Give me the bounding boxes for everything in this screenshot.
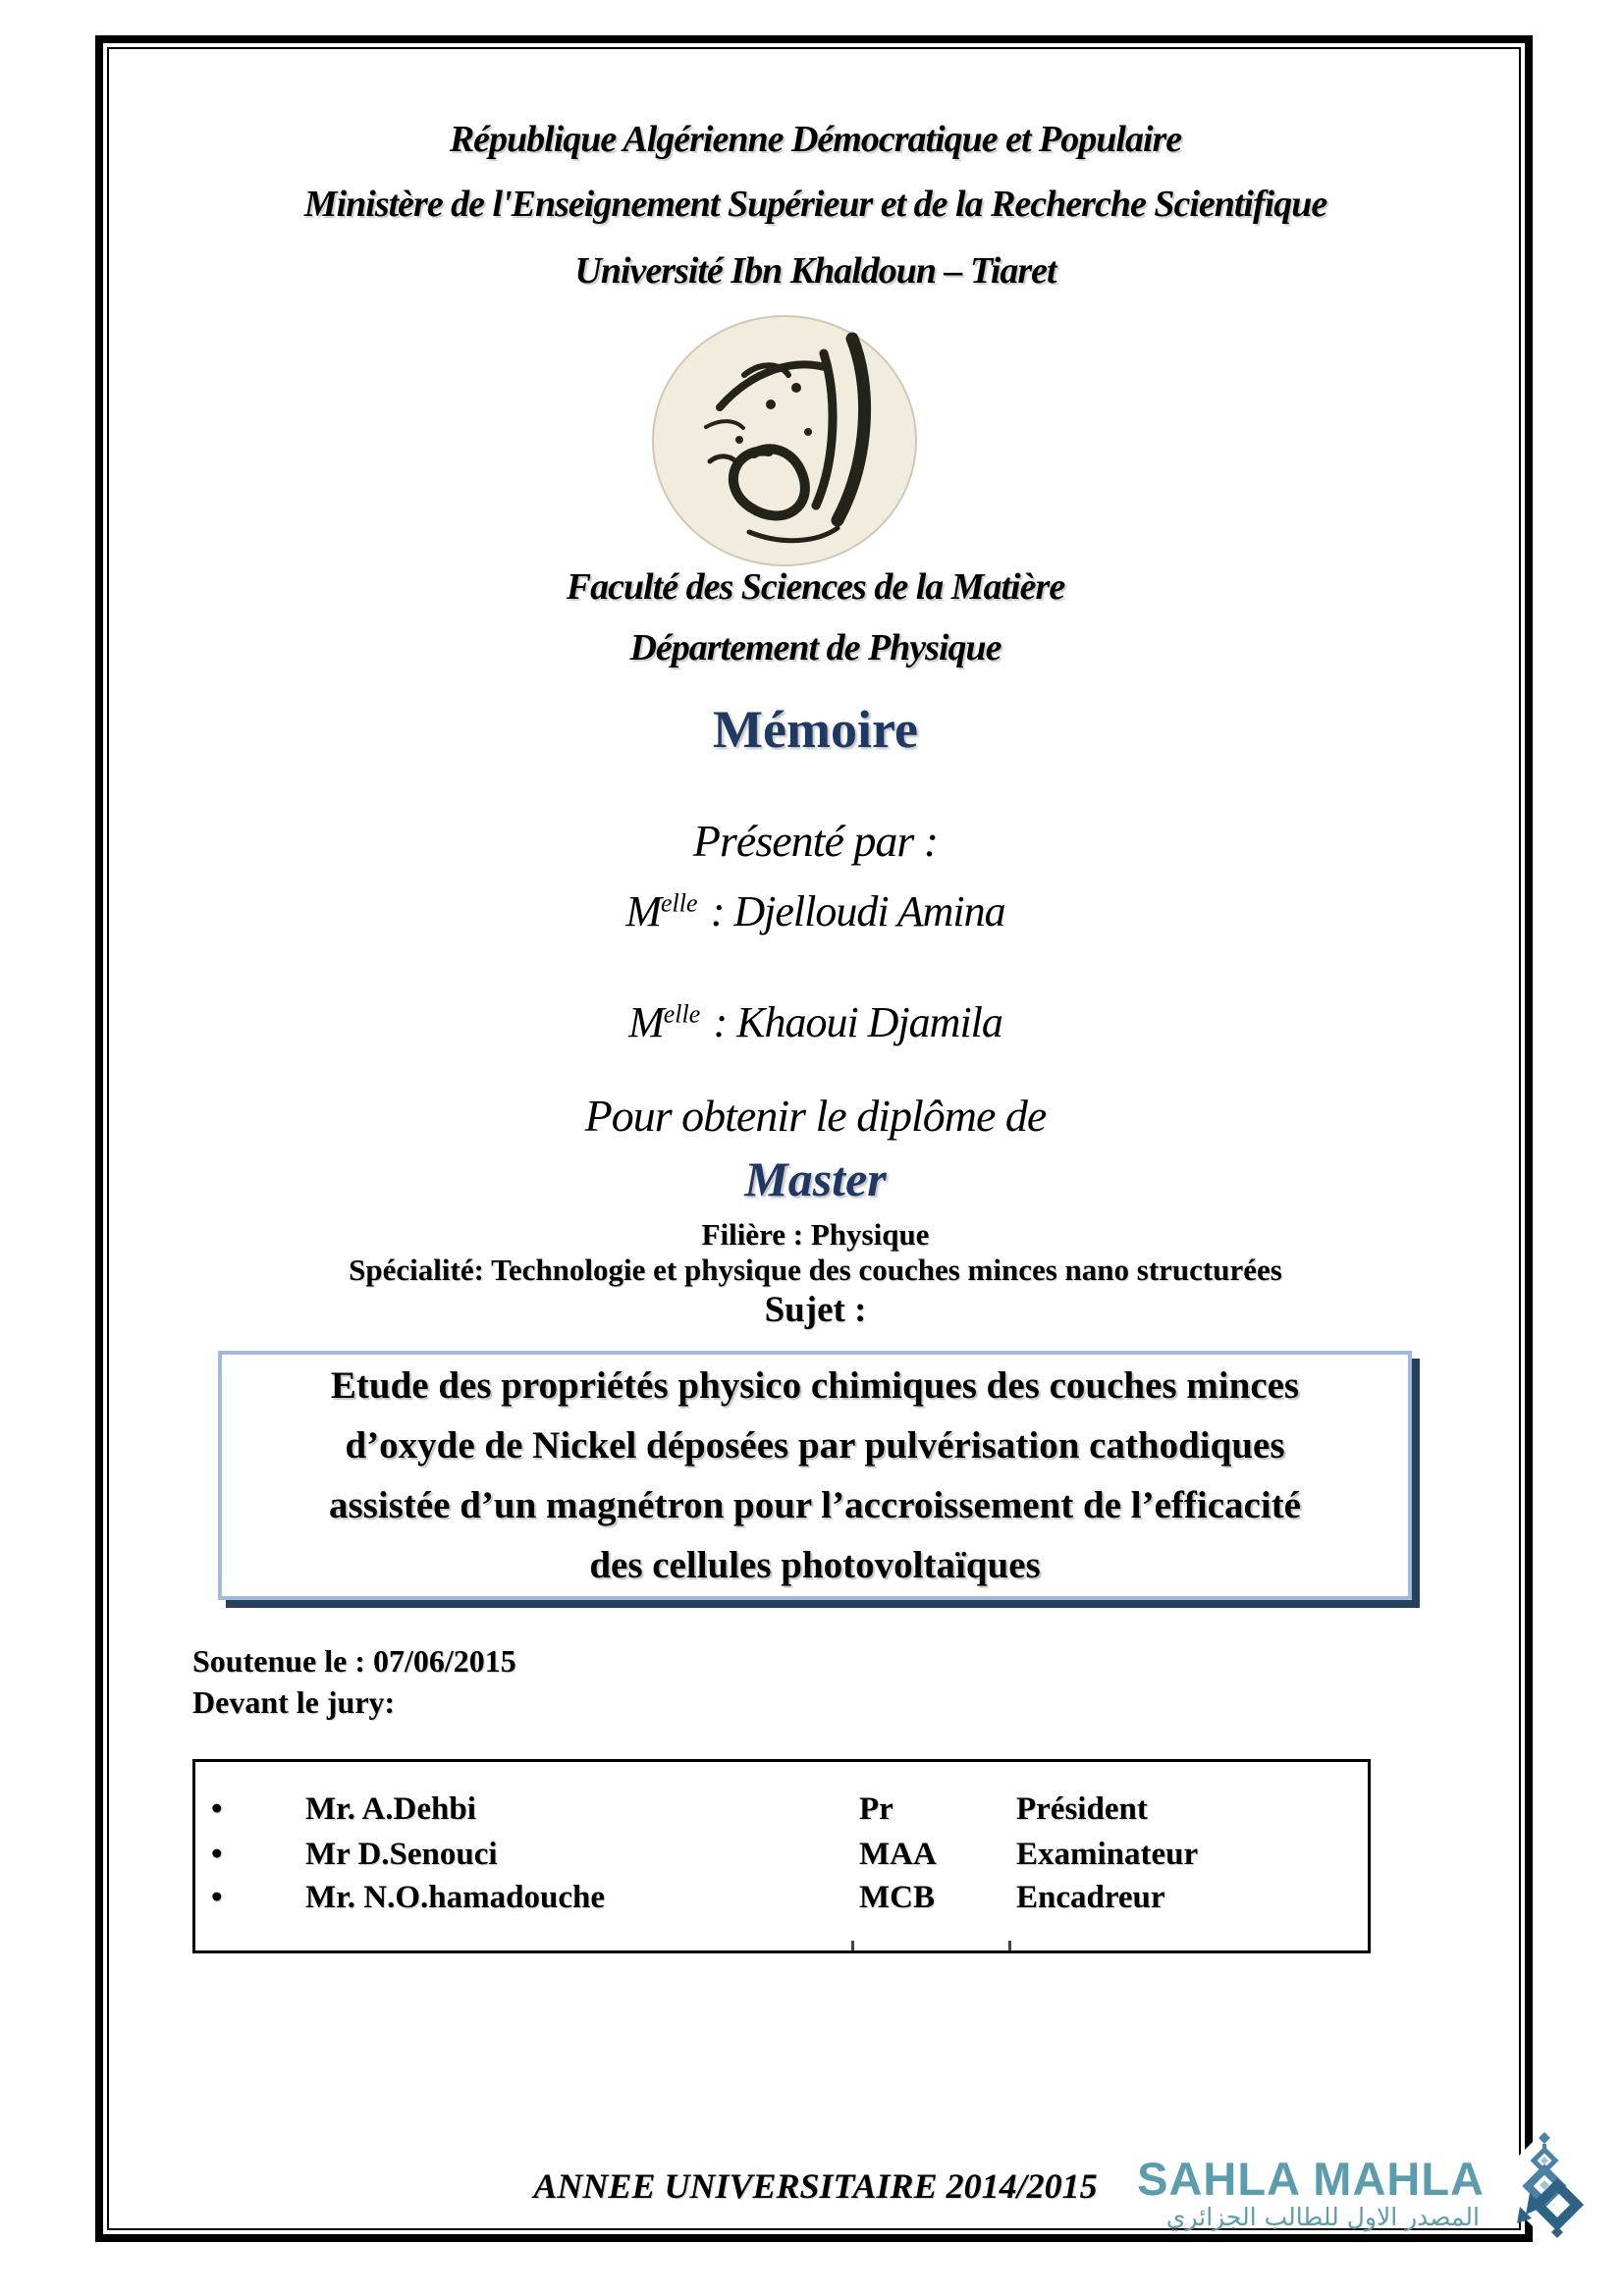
filiere-line: Filière : Physique [701, 1217, 930, 1252]
university-seal-icon [651, 314, 918, 567]
department-line: Département de Physique [629, 627, 1001, 668]
jury-member-grade: Pr [859, 1791, 893, 1827]
jury-member-role: Encadreur [1016, 1880, 1165, 1915]
jury-member-role: Examinateur [1016, 1837, 1199, 1872]
university-line: Université Ibn Khaldoun – Tiaret [574, 250, 1056, 292]
thesis-title-line: d’oxyde de Nickel déposées par pulvérisation cathodiques [345, 1424, 1285, 1467]
republic-line: République Algérienne Démocratique et Populaire [449, 119, 1182, 160]
jury-row [195, 1791, 1368, 1839]
document-type-title: Mémoire [713, 700, 918, 759]
thesis-title-line: assistée d’un magnétron pour l’accroissement de l’efficacité [328, 1484, 1301, 1526]
ministry-line: Ministère de l'Enseignement Supérieur et de la Recherche Scientifique [303, 184, 1327, 225]
jury-intro-label: Devant le jury: [192, 1684, 396, 1720]
specialite-line: Spécialité: Technologie et physique des couches minces nano structurées [349, 1253, 1282, 1287]
jury-member-role: Président [1016, 1791, 1148, 1827]
sahla-mahla-emblem-icon [1490, 2130, 1598, 2238]
jury-table [192, 1759, 1371, 1953]
table-column-divider [851, 1941, 854, 1950]
bullet-icon: • [211, 1880, 223, 1915]
faculty-line: Faculté des Sciences de la Matière [566, 566, 1065, 608]
subject-label: Sujet : [764, 1290, 867, 1330]
table-column-divider [1008, 1941, 1011, 1950]
jury-row [195, 1880, 1368, 1927]
thesis-title-line: Etude des propriétés physico chimiques des couches minces [330, 1364, 1300, 1407]
jury-member-name: Mr. A.Dehbi [305, 1791, 476, 1827]
author-name: : Khaoui Djamila [713, 998, 1002, 1046]
thesis-title-box [218, 1351, 1412, 1600]
sahla-mahla-brand: SAHLA MAHLA [1137, 2153, 1485, 2205]
bullet-icon: • [211, 1791, 223, 1827]
author-title: M [625, 887, 661, 935]
author-line [98, 886, 1533, 936]
defense-date-line: Soutenue le : 07/06/2015 [192, 1643, 516, 1679]
presented-by-label: Présenté par : [692, 816, 939, 866]
degree-name: Master [744, 1151, 887, 1206]
jury-row [195, 1837, 1368, 1884]
jury-member-name: Mr. N.O.hamadouche [305, 1880, 605, 1915]
thesis-title-line: des cellules photovoltaïques [589, 1544, 1041, 1586]
jury-member-name: Mr D.Senouci [305, 1837, 498, 1872]
degree-intro-line: Pour obtenir le diplôme de [584, 1091, 1047, 1141]
bullet-icon: • [211, 1837, 223, 1872]
jury-member-grade: MCB [859, 1880, 935, 1915]
sahla-mahla-tagline: المصدر الاول للطالب الجزائري [1165, 2203, 1480, 2231]
academic-year-line: ANNEE UNIVERSITAIRE 2014/2015 [533, 2166, 1098, 2206]
author-line [98, 997, 1533, 1047]
author-name: : Djelloudi Amina [710, 887, 1005, 935]
jury-member-grade: MAA [859, 1837, 937, 1872]
author-title: M [628, 998, 664, 1046]
author-title-sup: elle [663, 999, 701, 1029]
author-title-sup: elle [661, 888, 698, 918]
